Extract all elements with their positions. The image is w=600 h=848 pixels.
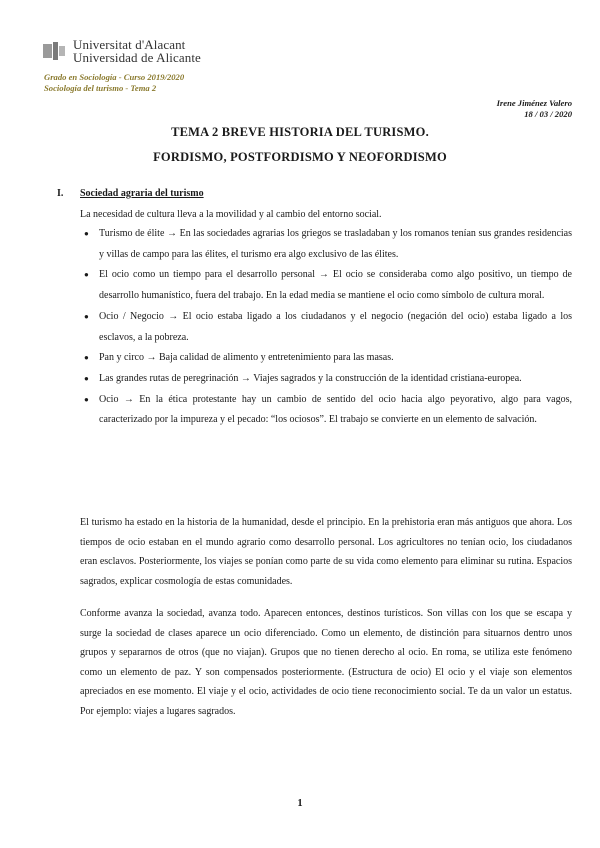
course-line-2: Sociología del turismo - Tema 2 xyxy=(44,82,157,93)
course-info xyxy=(44,72,184,93)
body-paragraph: Conforme avanza la sociedad, avanza todo. Aparecen entonces, destinos turísticos. Son villas con los que se escapa y surge la sociedad de clases aparece un ocio diferenciado. Como un elemento, de distinción para situarnos dentro unos grupos y separarnos de otros (que no viajan). Grupos que no tienen derecho al ocio. En roma, se utiliza este fenómeno como un elemento de paz. Y son compensados posteriormente. (Estructura de ocio) El ocio y el viaje son elementos apreciados en ese momento. El viaje y el ocio, actividades de ocio tiene reconocimiento social. Te da un valor un estatus. Por ejemplo: viajes a lugares sagrados. xyxy=(80,608,572,717)
body-paragraph: El turismo ha estado en la historia de la humanidad, desde el principio. En la prehistoria eran más antiguos que ahora. Los tiempos de ocio estaban en el mundo agrario como desarrollo personal. Los agricultores no tenían ocio, los ciudadanos eran esclavos. Posteriormente, los viajes se ponían como parte de su vida como elemento para eliminar su rutina. Espacios sagrados, explicar cosmología de estas comunidades. xyxy=(80,517,572,587)
document-title: TEMA 2 BREVE HISTORIA DEL TURISMO. xyxy=(171,125,429,139)
list-item-text: Turismo de élite → En las sociedades agrarias los griegos se trasladaban y los romanos tenían sus grandes residencias y villas de campo para las élites, el turismo era algo exclusivo de las élites. xyxy=(99,228,572,260)
list-item xyxy=(80,224,572,265)
list-item-text: El ocio como un tiempo para el desarrollo personal → El ocio se consideraba como algo positivo, un tiempo de desarrollo humanístico, fuera del trabajo. En la edad media se mantiene el ocio como símbolo de cultura moral. xyxy=(99,269,572,302)
bullet-icon: ● xyxy=(84,270,89,280)
author-block xyxy=(497,98,572,120)
bullet-icon: ● xyxy=(84,373,89,383)
bullet-icon: ● xyxy=(84,311,89,321)
university-name-es: Universidad de Alicante xyxy=(73,50,201,65)
section-number: I. xyxy=(57,188,64,199)
bullet-list xyxy=(80,224,572,431)
university-name-ca: Universitat d'Alacant xyxy=(73,37,186,52)
list-item xyxy=(80,307,572,348)
document-subtitle: FORDISMO, POSTFORDISMO Y NEOFORDISMO xyxy=(153,150,447,164)
list-item xyxy=(80,265,572,306)
section-heading: Sociedad agraria del turismo xyxy=(80,188,204,199)
bullet-icon: ● xyxy=(84,353,89,363)
document-date: 18 / 03 / 2020 xyxy=(524,109,572,119)
list-item xyxy=(80,390,572,431)
university-logo-icon xyxy=(42,40,66,62)
section-intro: La necesidad de cultura lleva a la movilidad y al cambio del entorno social. xyxy=(80,209,382,220)
list-item-text: Las grandes rutas de peregrinación → Viajes sagrados y la construcción de la identidad cristiana-europea. xyxy=(99,372,522,384)
bullet-icon: ● xyxy=(84,394,89,404)
course-line-1: Grado en Sociología - Curso 2019/2020 xyxy=(44,72,185,82)
page-number: 1 xyxy=(297,798,303,809)
bullet-icon: ● xyxy=(84,229,89,238)
list-item xyxy=(80,348,572,369)
list-item-text: Ocio → En la ética protestante hay un cambio de sentido del ocio hacia algo peyorativo, algo para vagos, caracterizado por la impureza y el pecado: “los ociosos”. El trabajo se convierte en un elemento de salvación. xyxy=(99,393,572,426)
list-item-text: Pan y circo → Baja calidad de alimento y entretenimiento para las masas. xyxy=(99,352,394,364)
university-name xyxy=(73,38,201,64)
list-item xyxy=(80,369,572,390)
list-item-text: Ocio / Negocio → El ocio estaba ligado a los ciudadanos y el negocio (negación del ocio) estaba ligado a los esclavos, a la pobreza. xyxy=(99,310,572,343)
author-name: Irene Jiménez Valero xyxy=(496,98,572,108)
